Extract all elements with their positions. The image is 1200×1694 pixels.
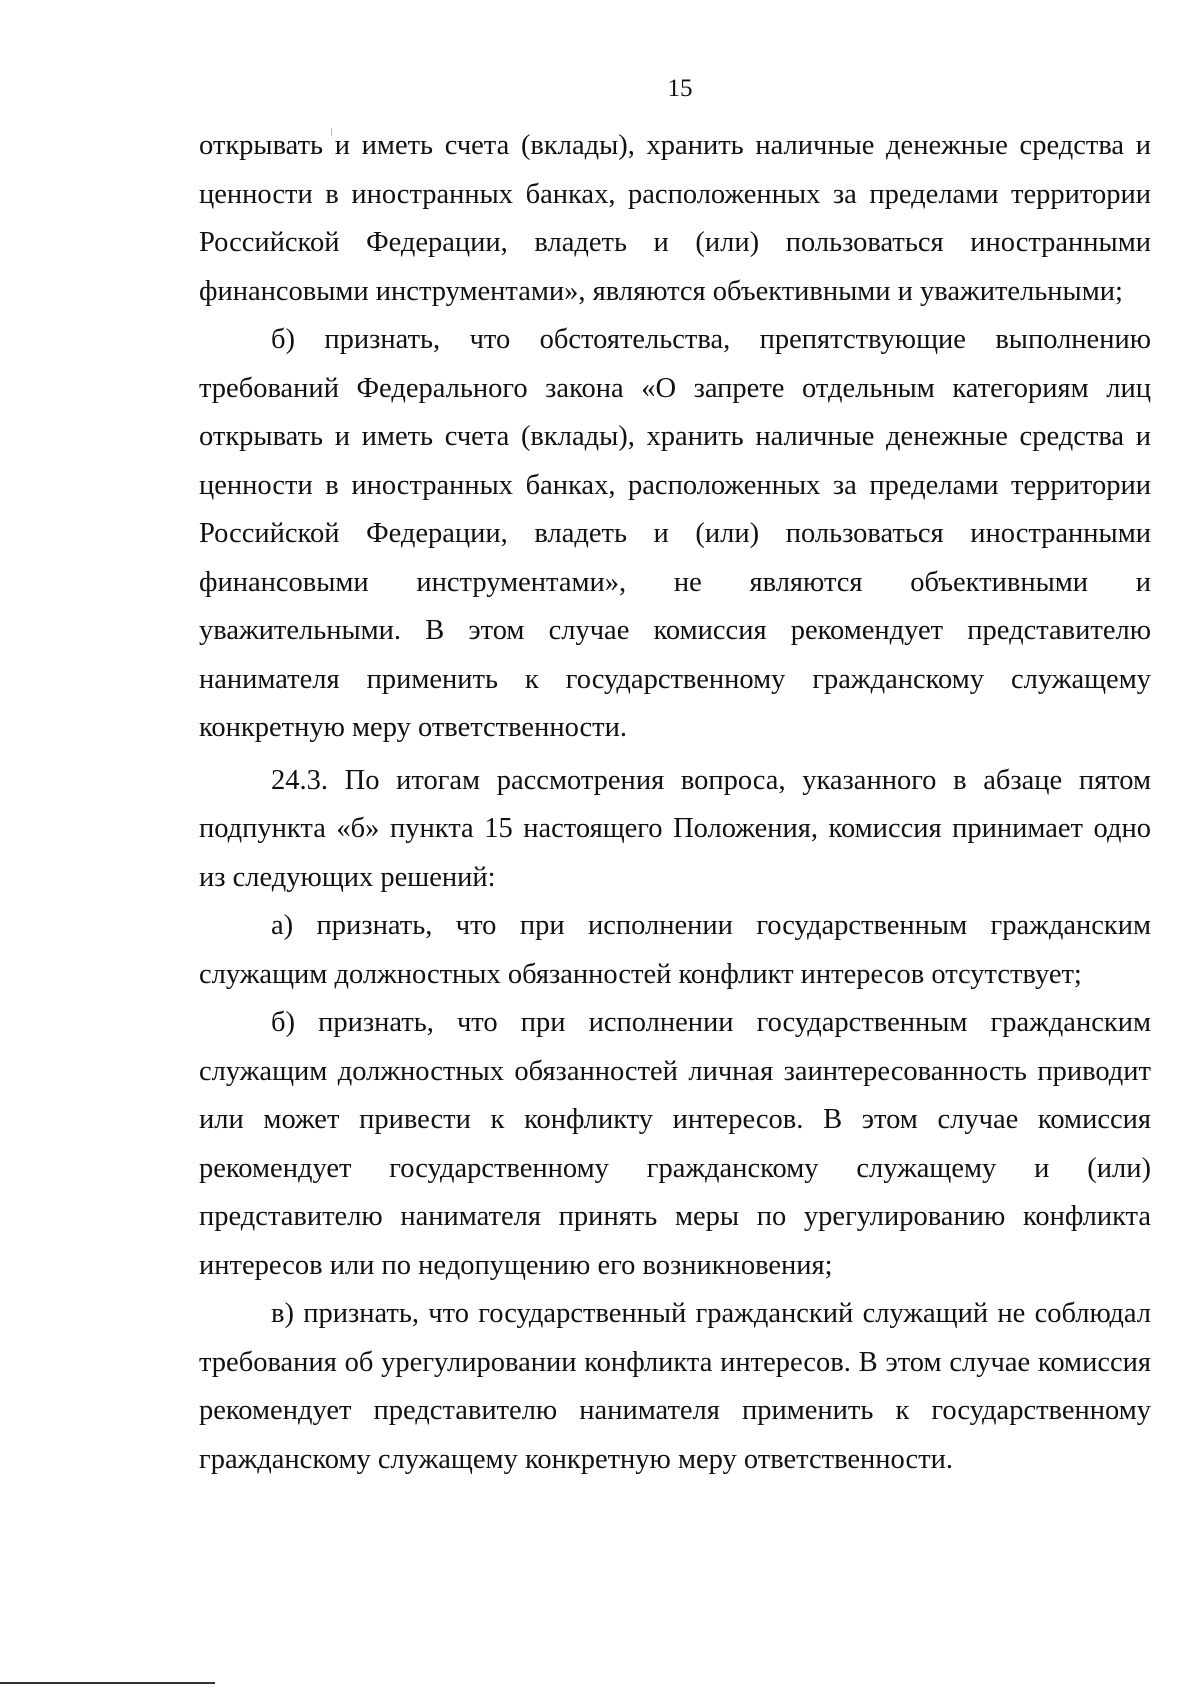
footer-rule xyxy=(0,1682,215,1684)
page-number: 15 xyxy=(667,75,693,102)
paragraph-item-b-second: б) признать, что при исполнении государственным гражданским служащим должностных обязанностей личная заинтересованность приводит или может привести к конфликту интересов. В этом случае комиссия рекомендует государственному гражданскому служащему и (или) представителю нанимателя принять меры по урегулированию конфликта интересов или по недопущению его возникновения; xyxy=(199,1007,1151,1281)
paragraph-continuation: открывать и иметь счета (вклады), хранить наличные денежные средства и ценности в иностранных банках, расположенных за пределами территории Российской Федерации, владеть и (или) пользоваться иностранными финансовыми инструментами», являются объективными и уважительными; xyxy=(199,130,1151,307)
document-body xyxy=(199,122,1151,1484)
paragraph-item-a: а) признать, что при исполнении государственным гражданским служащим должностных обязанностей конфликт интересов отсутствует; xyxy=(199,910,1151,990)
paragraph-section-24-3: 24.3. По итогам рассмотрения вопроса, указанного в абзаце пятом подпункта «б» пункта 15 настоящего Положения, комиссия принимает одно из следующих решений: xyxy=(199,764,1151,893)
paragraph-item-b-first: б) признать, что обстоятельства, препятствующие выполнению требований Федерального закона «О запрете отдельным категориям лиц открывать и иметь счета (вклады), хранить наличные денежные средства и ценности в иностранных банках, расположенных за пределами территории Российской Федерации, владеть и (или) пользоваться иностранными финансовыми инструментами», не являются объективными и уважительными. В этом случае комиссия рекомендует представителю нанимателя применить к государственному гражданскому служащему конкретную меру ответственности. xyxy=(199,324,1151,743)
paragraph-item-v: в) признать, что государственный гражданский служащий не соблюдал требования об урегулировании конфликта интересов. В этом случае комиссия рекомендует представителю нанимателя применить к государственному гражданскому служащему конкретную меру ответственности. xyxy=(199,1298,1151,1475)
